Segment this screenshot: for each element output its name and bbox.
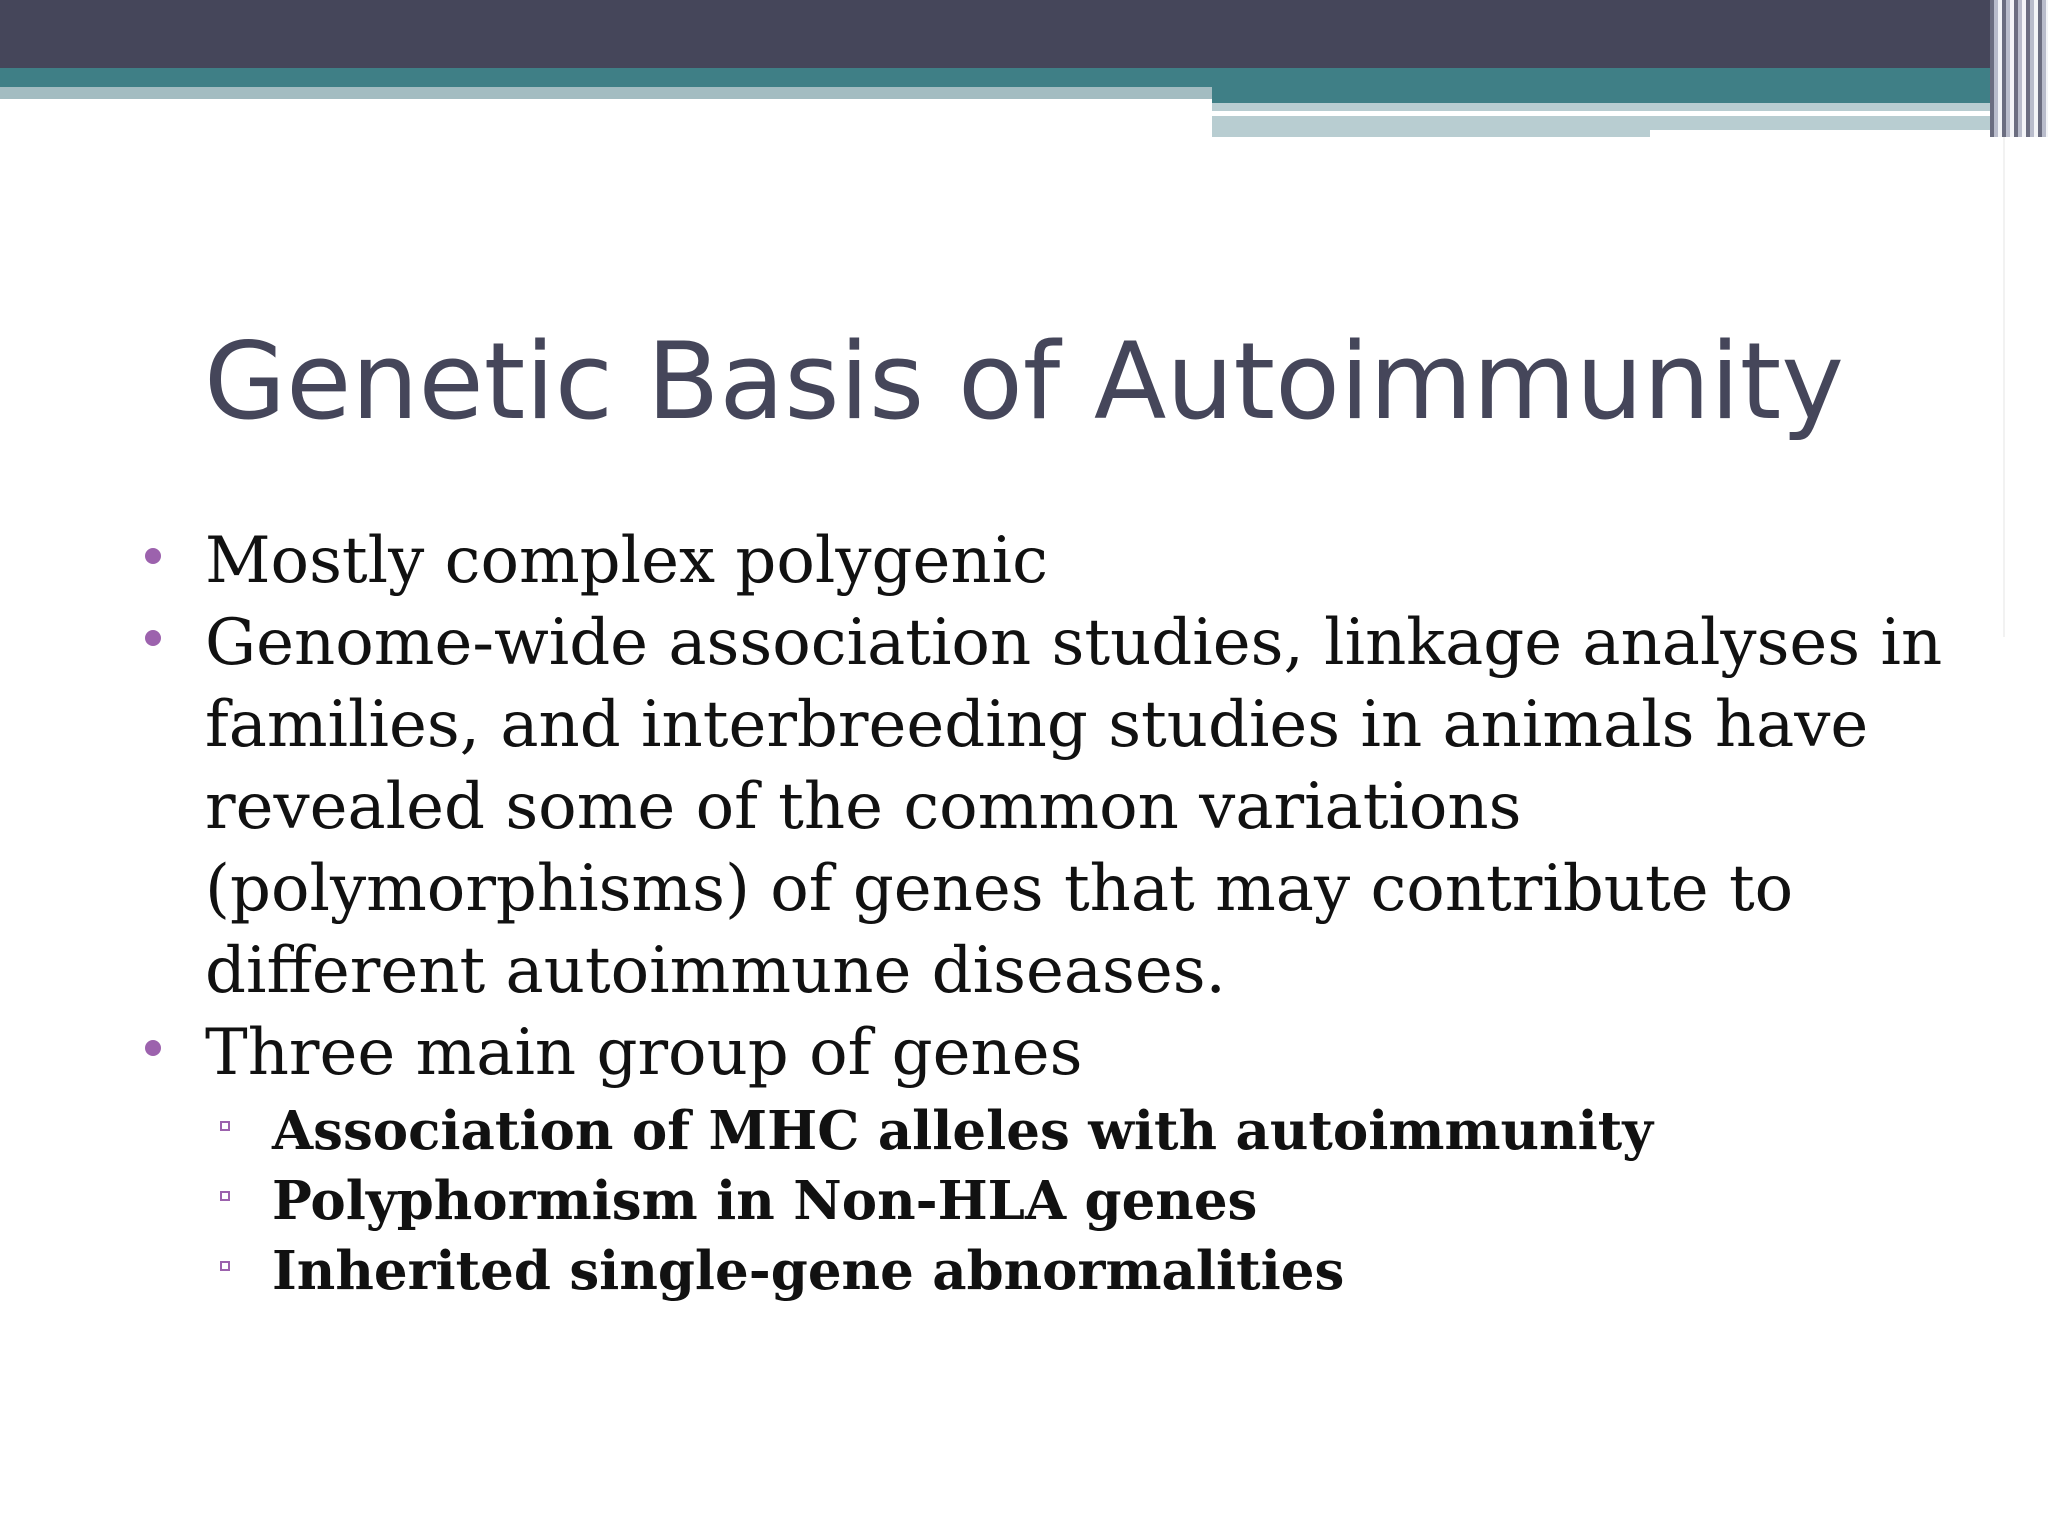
bullet-dot-icon: [145, 630, 161, 646]
header-bar-dark: [0, 0, 2048, 68]
square-bullet-icon: [220, 1191, 230, 1201]
header-stripes: [1990, 0, 2048, 137]
header-bar-teal: [0, 68, 1990, 87]
bullet-text: Mostly complex polygenic: [205, 524, 1048, 598]
sub-bullet-text: Polyphormism in Non-HLA genes: [272, 1170, 1258, 1232]
square-bullet-icon: [220, 1121, 230, 1131]
sub-bullet-list: [145, 1096, 1965, 1306]
slide-body: [145, 520, 1965, 1306]
sub-bullet-item: [145, 1096, 1965, 1166]
bullet-dot-icon: [145, 548, 161, 564]
header-bar-accent-gap-lower: [1650, 130, 2010, 137]
slide-title: Genetic Basis of Autoimmunity: [203, 320, 1845, 443]
bullet-dot-icon: [145, 1040, 161, 1056]
sub-bullet-text: Inherited single-gene abnormalities: [272, 1240, 1345, 1302]
bullet-text: Three main group of genes: [205, 1016, 1083, 1090]
bullet-item: [145, 520, 1965, 602]
header-bar-accent-light: [1212, 103, 2010, 111]
sub-bullet-text: Association of MHC alleles with autoimmunity: [272, 1100, 1654, 1162]
square-bullet-icon: [220, 1261, 230, 1271]
header-bar-accent: [1212, 87, 1990, 103]
bullet-text: Genome-wide association studies, linkage analyses in families, and interbreeding studies in animals have revealed some of the common variations (polymorphisms) of genes that may contribute to different autoimmune diseases.: [205, 606, 1943, 1008]
bullet-item: [145, 602, 1965, 1012]
sub-bullet-item: [145, 1236, 1965, 1306]
sub-bullet-item: [145, 1166, 1965, 1236]
header-bar-light: [0, 87, 1212, 99]
bullet-item: [145, 1012, 1965, 1094]
